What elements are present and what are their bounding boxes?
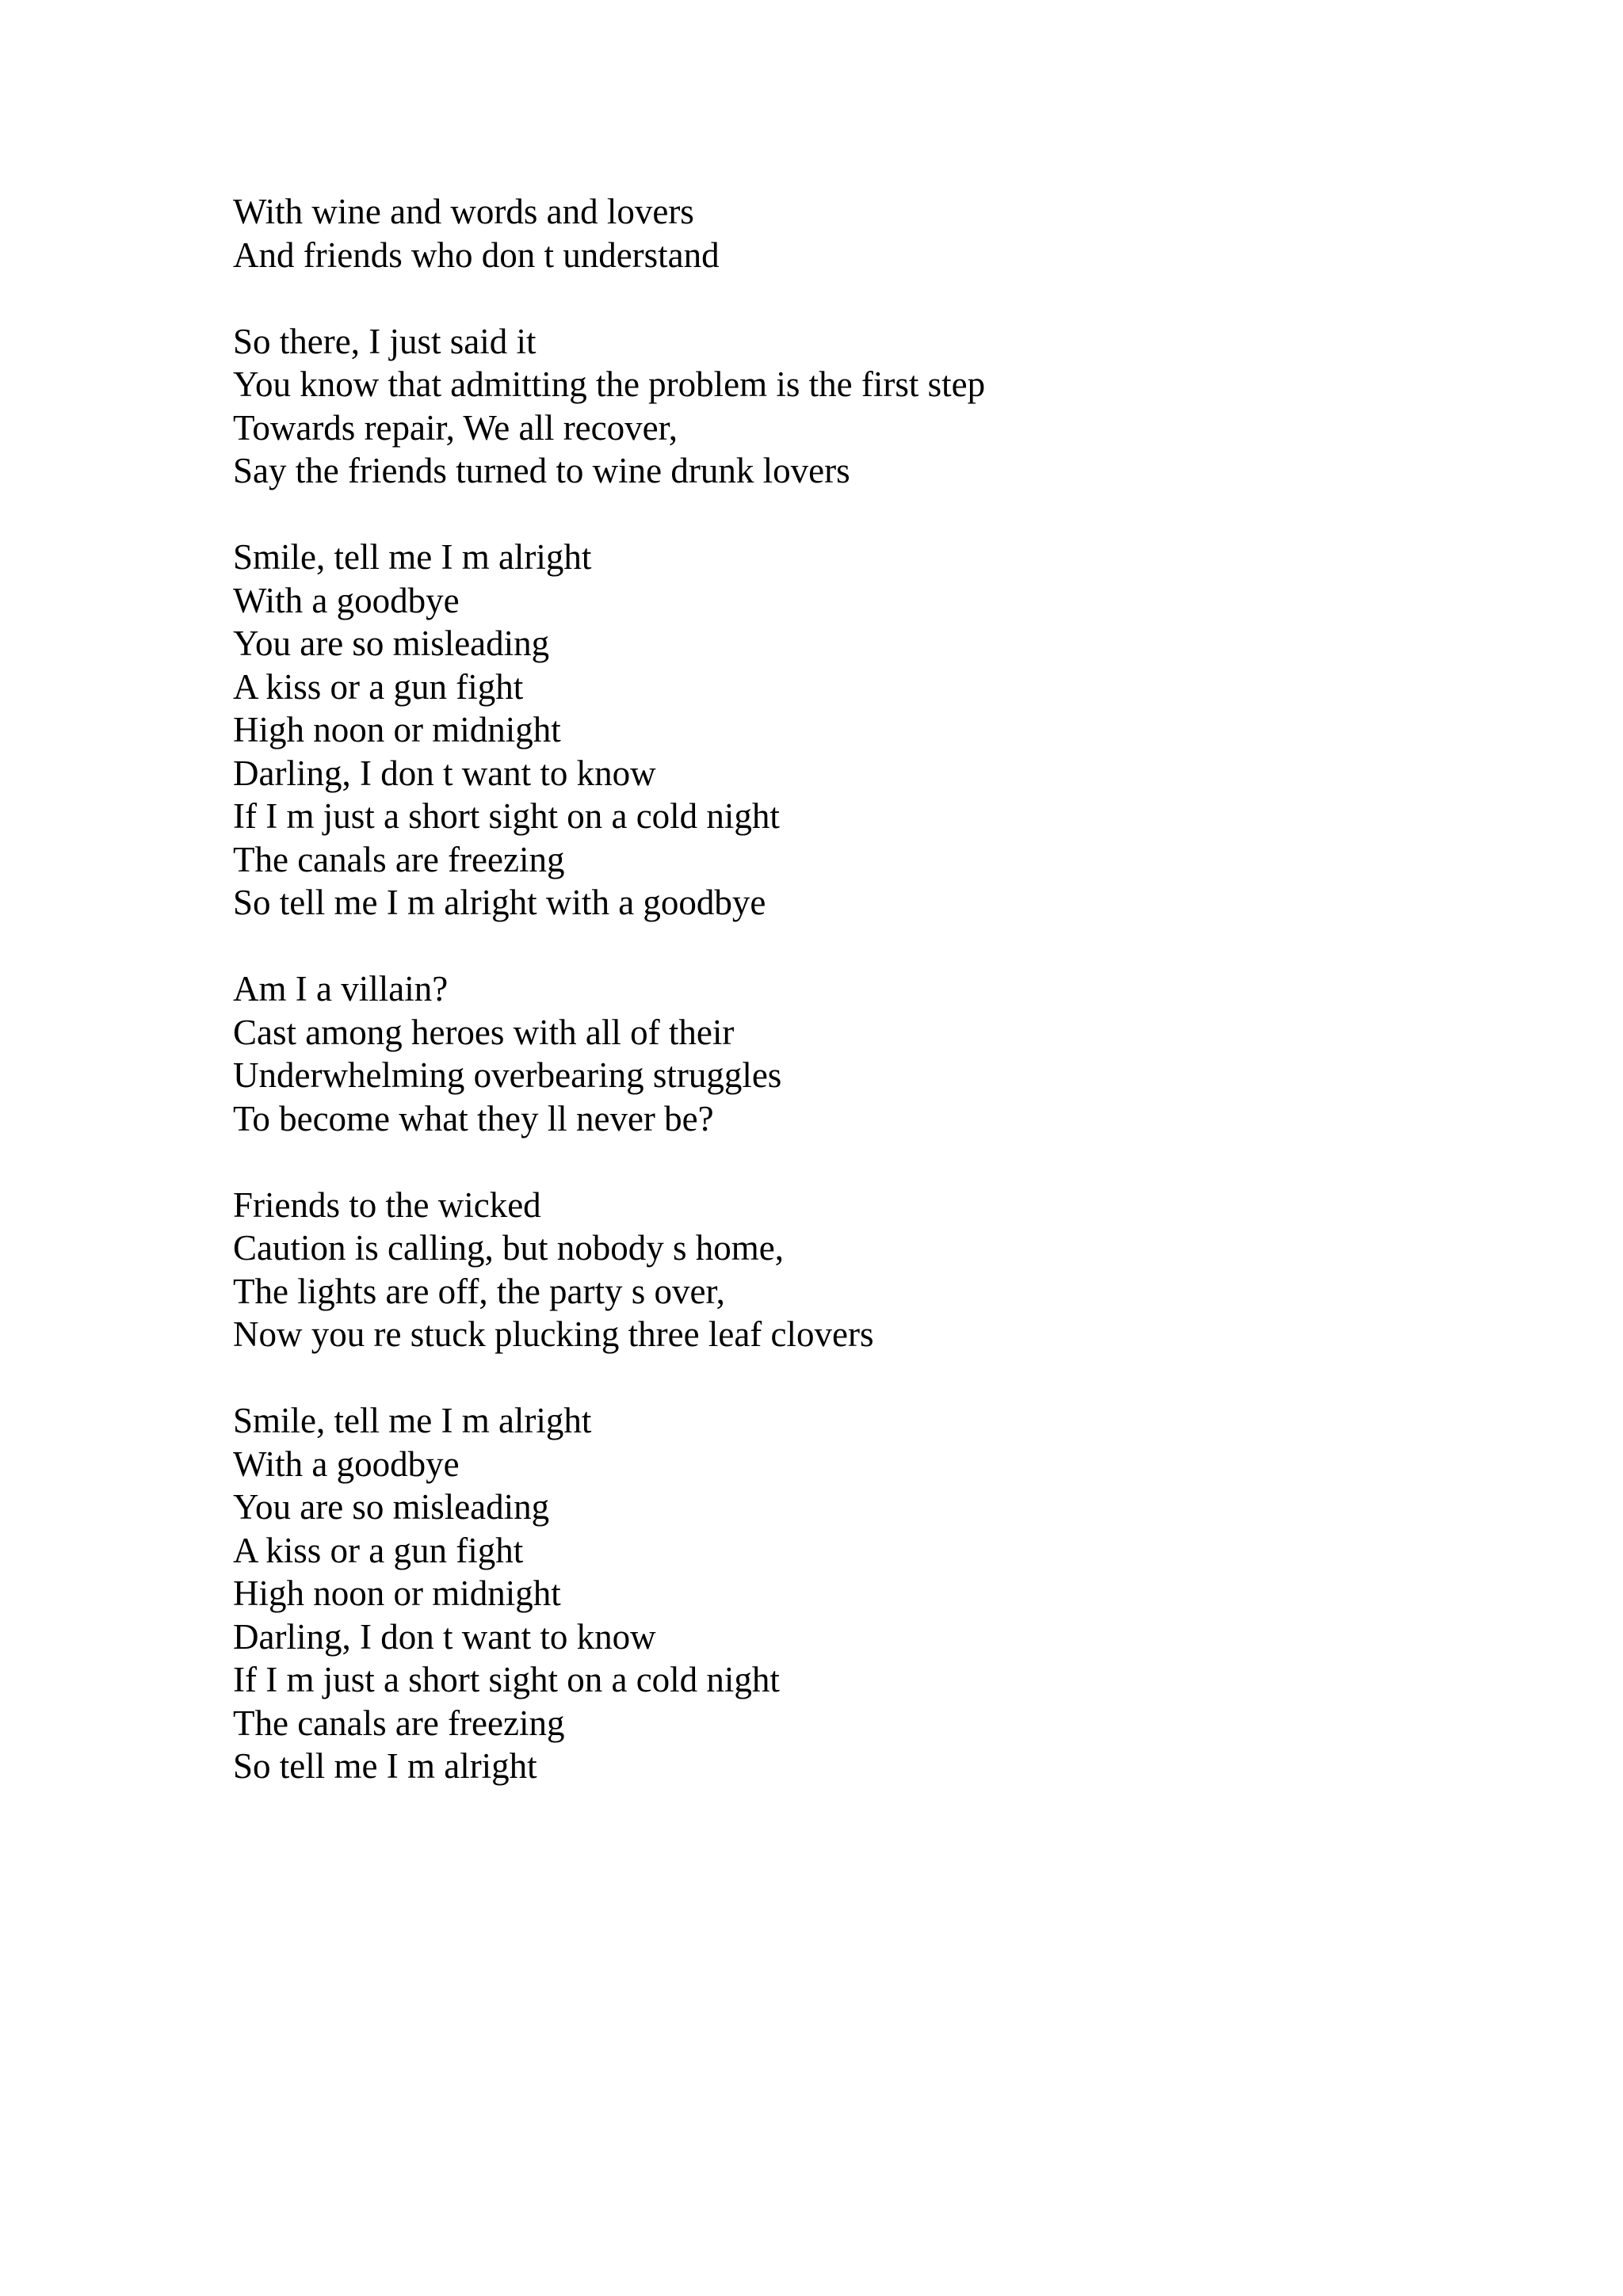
lyric-line: With wine and words and lovers [233, 192, 694, 231]
stanza-5 [233, 1184, 1501, 1356]
lyric-line: Cast among heroes with all of their [233, 1012, 735, 1052]
stanza-4 [233, 967, 1501, 1140]
lyric-line: Am I a villain? [233, 969, 449, 1009]
lyric-line: With a goodbye [233, 580, 460, 620]
lyric-line: Say the friends turned to wine drunk lovers [233, 451, 850, 490]
lyric-line: So there, I just said it [233, 321, 537, 361]
lyric-line: High noon or midnight [233, 710, 561, 749]
stanza-2 [233, 320, 1501, 493]
lyric-line: Darling, I don t want to know [233, 753, 656, 793]
lyric-line: You are so misleading [233, 624, 550, 663]
lyric-line: If I m just a short sight on a cold night [233, 796, 780, 836]
lyric-line: High noon or midnight [233, 1573, 561, 1613]
lyric-line: With a goodbye [233, 1444, 460, 1484]
lyric-line: A kiss or a gun fight [233, 666, 524, 707]
lyric-line: And friends who don t understand [233, 235, 720, 275]
lyric-line: Now you re stuck plucking three leaf clovers [233, 1314, 874, 1354]
lyric-line: Darling, I don t want to know [233, 1616, 656, 1657]
lyric-line: Towards repair, We all recover, [233, 407, 678, 448]
lyric-line: So tell me I m alright with a goodbye [233, 883, 766, 922]
lyric-line: Friends to the wicked [233, 1184, 541, 1225]
lyric-line: A kiss or a gun fight [233, 1530, 524, 1570]
lyric-line: The canals are freezing [233, 839, 565, 879]
stanza-6 [233, 1399, 1501, 1788]
lyric-line: You know that admitting the problem is the first step [233, 364, 986, 404]
lyric-line: If I m just a short sight on a cold night [233, 1660, 780, 1699]
lyric-line: Caution is calling, but nobody s home, [233, 1228, 784, 1268]
lyric-line: To become what they ll never be? [233, 1098, 714, 1138]
stanza-1 [233, 190, 1501, 277]
lyric-line: Smile, tell me I m alright [233, 1401, 592, 1440]
lyric-line: Smile, tell me I m alright [233, 537, 592, 577]
lyric-line: The canals are freezing [233, 1703, 565, 1743]
lyrics-body [233, 190, 1501, 1831]
lyric-line: You are so misleading [233, 1487, 550, 1527]
stanza-3 [233, 536, 1501, 925]
lyric-line: Underwhelming overbearing struggles [233, 1055, 782, 1095]
lyric-line: So tell me I m alright [233, 1746, 537, 1786]
lyric-line: The lights are off, the party s over, [233, 1271, 725, 1311]
